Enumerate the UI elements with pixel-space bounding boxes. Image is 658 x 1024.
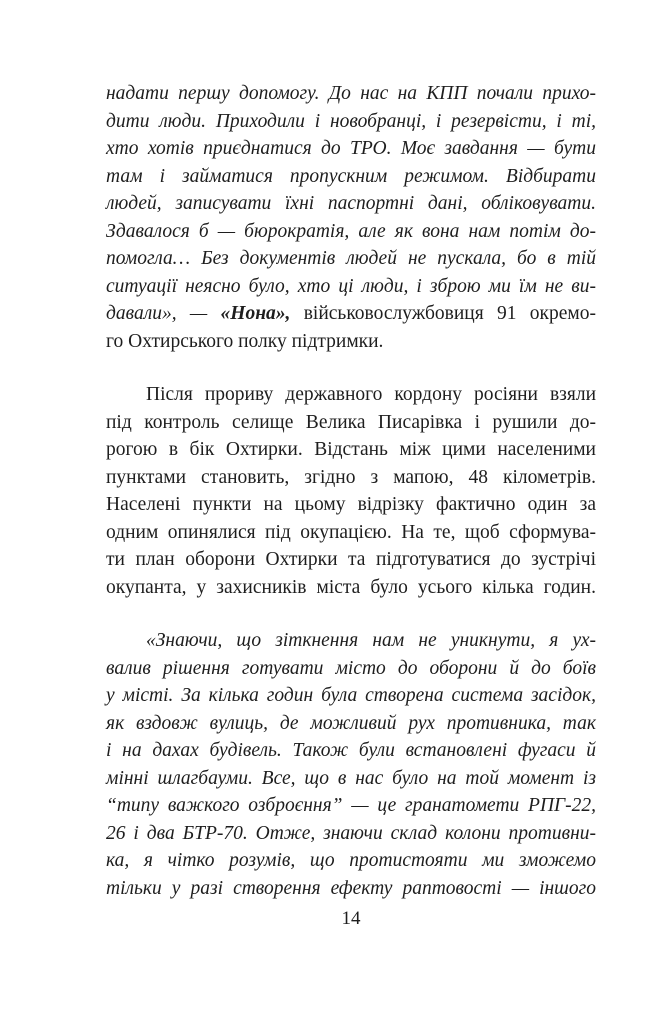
text-run: Здавалося б — бюрократія, але як вона нам потім до- (106, 220, 596, 242)
text-line (106, 218, 596, 246)
text-run: як вздовж вулиць, де можливий рух противника, так (106, 712, 596, 734)
text-run: військовослужбовиця 91 окремо- (290, 303, 596, 324)
text-run: ка, я чітко розумів, що протистояти ми зможемо (106, 850, 596, 871)
text-line (106, 737, 596, 765)
text-run: під контроль селище Велика Писарівка і рушили до- (106, 411, 596, 433)
text-run: тільки у разі створення ефекту раптовості — іншого (106, 877, 596, 899)
text-run: помогла… Без документів людей не пускала, бо в тій (106, 248, 596, 269)
text-line (106, 546, 596, 574)
text-line (106, 820, 596, 848)
text-line (106, 875, 596, 903)
text-run: го Охтирського полку підтримки. (106, 330, 384, 352)
text-line (106, 409, 596, 437)
text-line (106, 328, 596, 356)
text-line (106, 245, 596, 273)
paragraph-advance-okhtyrka (106, 381, 596, 601)
paragraph-quote-defense (106, 627, 596, 902)
text-line (106, 163, 596, 191)
text-line (106, 792, 596, 820)
text-run: дити люди. Приходили і новобранці, і резервісти, і ті, (106, 110, 596, 132)
text-line (106, 765, 596, 793)
text-line (106, 491, 596, 519)
text-run: «Нона», (220, 303, 291, 324)
text-run: «Знаючи, що зіткнення нам не уникнути, я ух- (146, 630, 596, 651)
text-run: хто хотів приєднатися до ТРО. Моє завдання — бути (106, 138, 596, 159)
text-line (106, 436, 596, 464)
text-line (106, 627, 596, 655)
text-line (106, 135, 596, 163)
text-run: ти план оборони Охтирки та підготуватися до зустрічі (106, 549, 596, 570)
text-run: окупанта, у захисників міста було усього кілька годин. (106, 576, 596, 598)
text-run: у місті. За кілька годин була створена система засідок, (106, 685, 596, 706)
text-run: 26 і два БТР-70. Отже, знаючи склад колони противни- (106, 822, 596, 844)
text-run: ситуації неясно було, хто ці люди, і зброю ми їм не ви- (106, 275, 596, 297)
text-run: рогою в бік Охтирки. Відстань між цими населеними (106, 439, 596, 460)
text-run: валив рішення готувати місто до оборони й до боїв (106, 657, 596, 679)
text-run: і на дахах будівель. Також були встановлені фугаси й (106, 740, 596, 761)
text-run: Населені пункти на цьому відрізку фактично один за (106, 494, 596, 515)
page-number: 14 (341, 908, 361, 929)
text-run: “типу важкого озброєння” — це гранатомети РПГ-22, (106, 795, 596, 816)
text-line (106, 519, 596, 547)
text-run: надати першу допомогу. До нас на КПП почали прихо- (106, 83, 596, 104)
text-line (106, 108, 596, 136)
text-run: Після прориву державного кордону росіяни взяли (146, 384, 596, 405)
text-block (106, 80, 596, 928)
text-line (106, 682, 596, 710)
text-run: мінні шлагбауми. Все, що в нас було на той момент із (106, 767, 596, 789)
text-run: одним опинялися під окупацією. На те, щоб сформува- (106, 521, 596, 543)
text-line (106, 710, 596, 738)
paragraph-quote-nona (106, 80, 596, 355)
text-line (106, 190, 596, 218)
text-line (106, 300, 596, 328)
text-run: там і займатися пропускним режимом. Відбирати (106, 165, 596, 187)
text-line (106, 464, 596, 492)
text-line (106, 655, 596, 683)
text-line (106, 80, 596, 108)
text-line (106, 574, 596, 602)
text-run: людей, записувати їхні паспортні дані, обліковувати. (106, 193, 596, 214)
text-run: давали», — (106, 303, 221, 324)
text-line (106, 273, 596, 301)
text-line (106, 847, 596, 875)
text-line (106, 381, 596, 409)
text-run: пунктами становить, згідно з мапою, 48 кілометрів. (106, 466, 596, 488)
